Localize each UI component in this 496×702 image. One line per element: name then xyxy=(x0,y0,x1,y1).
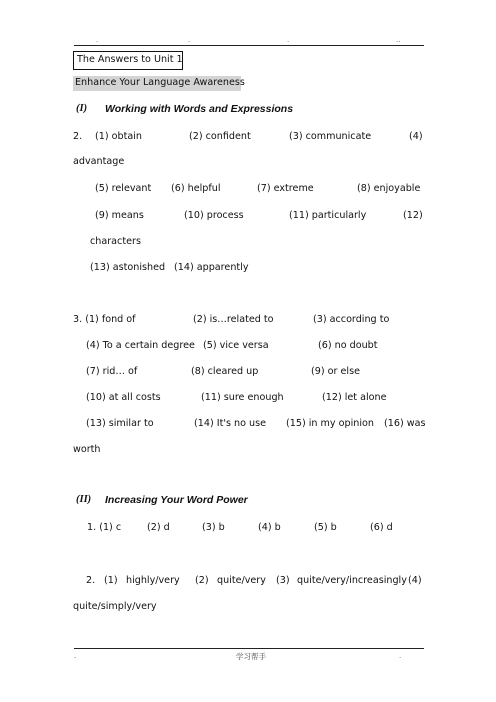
answer-item: (10) process xyxy=(184,210,244,221)
answer-item: (9) or else xyxy=(311,366,360,377)
answer-item: (2) xyxy=(195,575,209,586)
answer-item: 1. (1) c xyxy=(87,522,122,533)
answer-item: (2) d xyxy=(147,522,170,533)
answer-item: (5) vice versa xyxy=(203,340,269,351)
header-dot: . xyxy=(96,36,99,44)
q2-label: 2. xyxy=(73,131,83,142)
answer-item: (3) b xyxy=(202,522,225,533)
answer-item: (8) enjoyable xyxy=(357,183,421,194)
answer-item: (5) relevant xyxy=(95,183,152,194)
answer-item: quite/very/increasingly xyxy=(297,575,407,586)
answer-item-wrap: advantage xyxy=(73,156,125,167)
header-dot: .. xyxy=(396,36,401,44)
answer-item: 3. (1) fond of xyxy=(73,314,136,325)
answer-item: highly/very xyxy=(126,575,180,586)
answer-item: (12) xyxy=(403,210,423,221)
footer-dot: . xyxy=(399,652,402,660)
answer-item: (3) according to xyxy=(313,314,390,325)
section-1-number: (I) xyxy=(76,103,88,114)
answer-item: (4) b xyxy=(258,522,281,533)
header-rule xyxy=(74,45,424,46)
answer-item: (5) b xyxy=(314,522,337,533)
answer-item: (6) helpful xyxy=(171,183,221,194)
footer-text: 学习帮手 xyxy=(236,652,266,661)
subtitle-box xyxy=(73,76,245,91)
answer-item: (6) no doubt xyxy=(318,340,378,351)
answer-item: (12) let alone xyxy=(322,392,387,403)
answer-item: (6) d xyxy=(370,522,393,533)
section-1-heading: Working with Words and Expressions xyxy=(105,103,294,115)
answer-item-wrap: worth xyxy=(73,444,101,455)
answer-item: (4) To a certain degree xyxy=(86,340,195,351)
answer-item: (14) apparently xyxy=(174,262,249,273)
answer-item: (2) is…related to xyxy=(193,314,274,325)
answer-item: (2) confident xyxy=(189,131,251,142)
title-box xyxy=(73,51,183,70)
answer-item-wrap: characters xyxy=(90,236,141,247)
answer-item: (9) means xyxy=(95,210,144,221)
answer-item: (16) was xyxy=(384,418,426,429)
answer-item: (10) at all costs xyxy=(86,392,161,403)
answer-item: (8) cleared up xyxy=(191,366,259,377)
answer-item: (7) extreme xyxy=(257,183,314,194)
header-dot: . xyxy=(287,36,290,44)
answer-item: (13) astonished xyxy=(90,262,166,273)
answer-item: (4) xyxy=(408,575,422,586)
answer-item: (3) communicate xyxy=(289,131,372,142)
section-2-number: (II) xyxy=(76,494,92,505)
answer-item: (15) in my opinion xyxy=(286,418,374,429)
page-subtitle: Enhance Your Language Awareness xyxy=(75,77,245,88)
answer-item: (7) rid… of xyxy=(86,366,138,377)
header-dot: . xyxy=(188,36,191,44)
answer-item: quite/very xyxy=(217,575,266,586)
answer-item: (4) xyxy=(409,131,423,142)
answer-item-wrap: quite/simply/very xyxy=(73,601,157,612)
section-2-heading: Increasing Your Word Power xyxy=(105,494,248,506)
answer-item: (3) xyxy=(276,575,290,586)
footer-rule xyxy=(74,648,424,649)
answer-item: (14) It's no use xyxy=(194,418,266,429)
footer-dot: . xyxy=(74,652,77,660)
answer-item: 2. xyxy=(86,575,96,586)
answer-item: (13) similar to xyxy=(86,418,154,429)
page-title: The Answers to Unit 1 xyxy=(77,54,183,65)
answer-item: (1) xyxy=(104,575,118,586)
answer-item: (11) particularly xyxy=(289,210,367,221)
answer-item: (11) sure enough xyxy=(201,392,284,403)
answer-item: (1) obtain xyxy=(95,131,142,142)
